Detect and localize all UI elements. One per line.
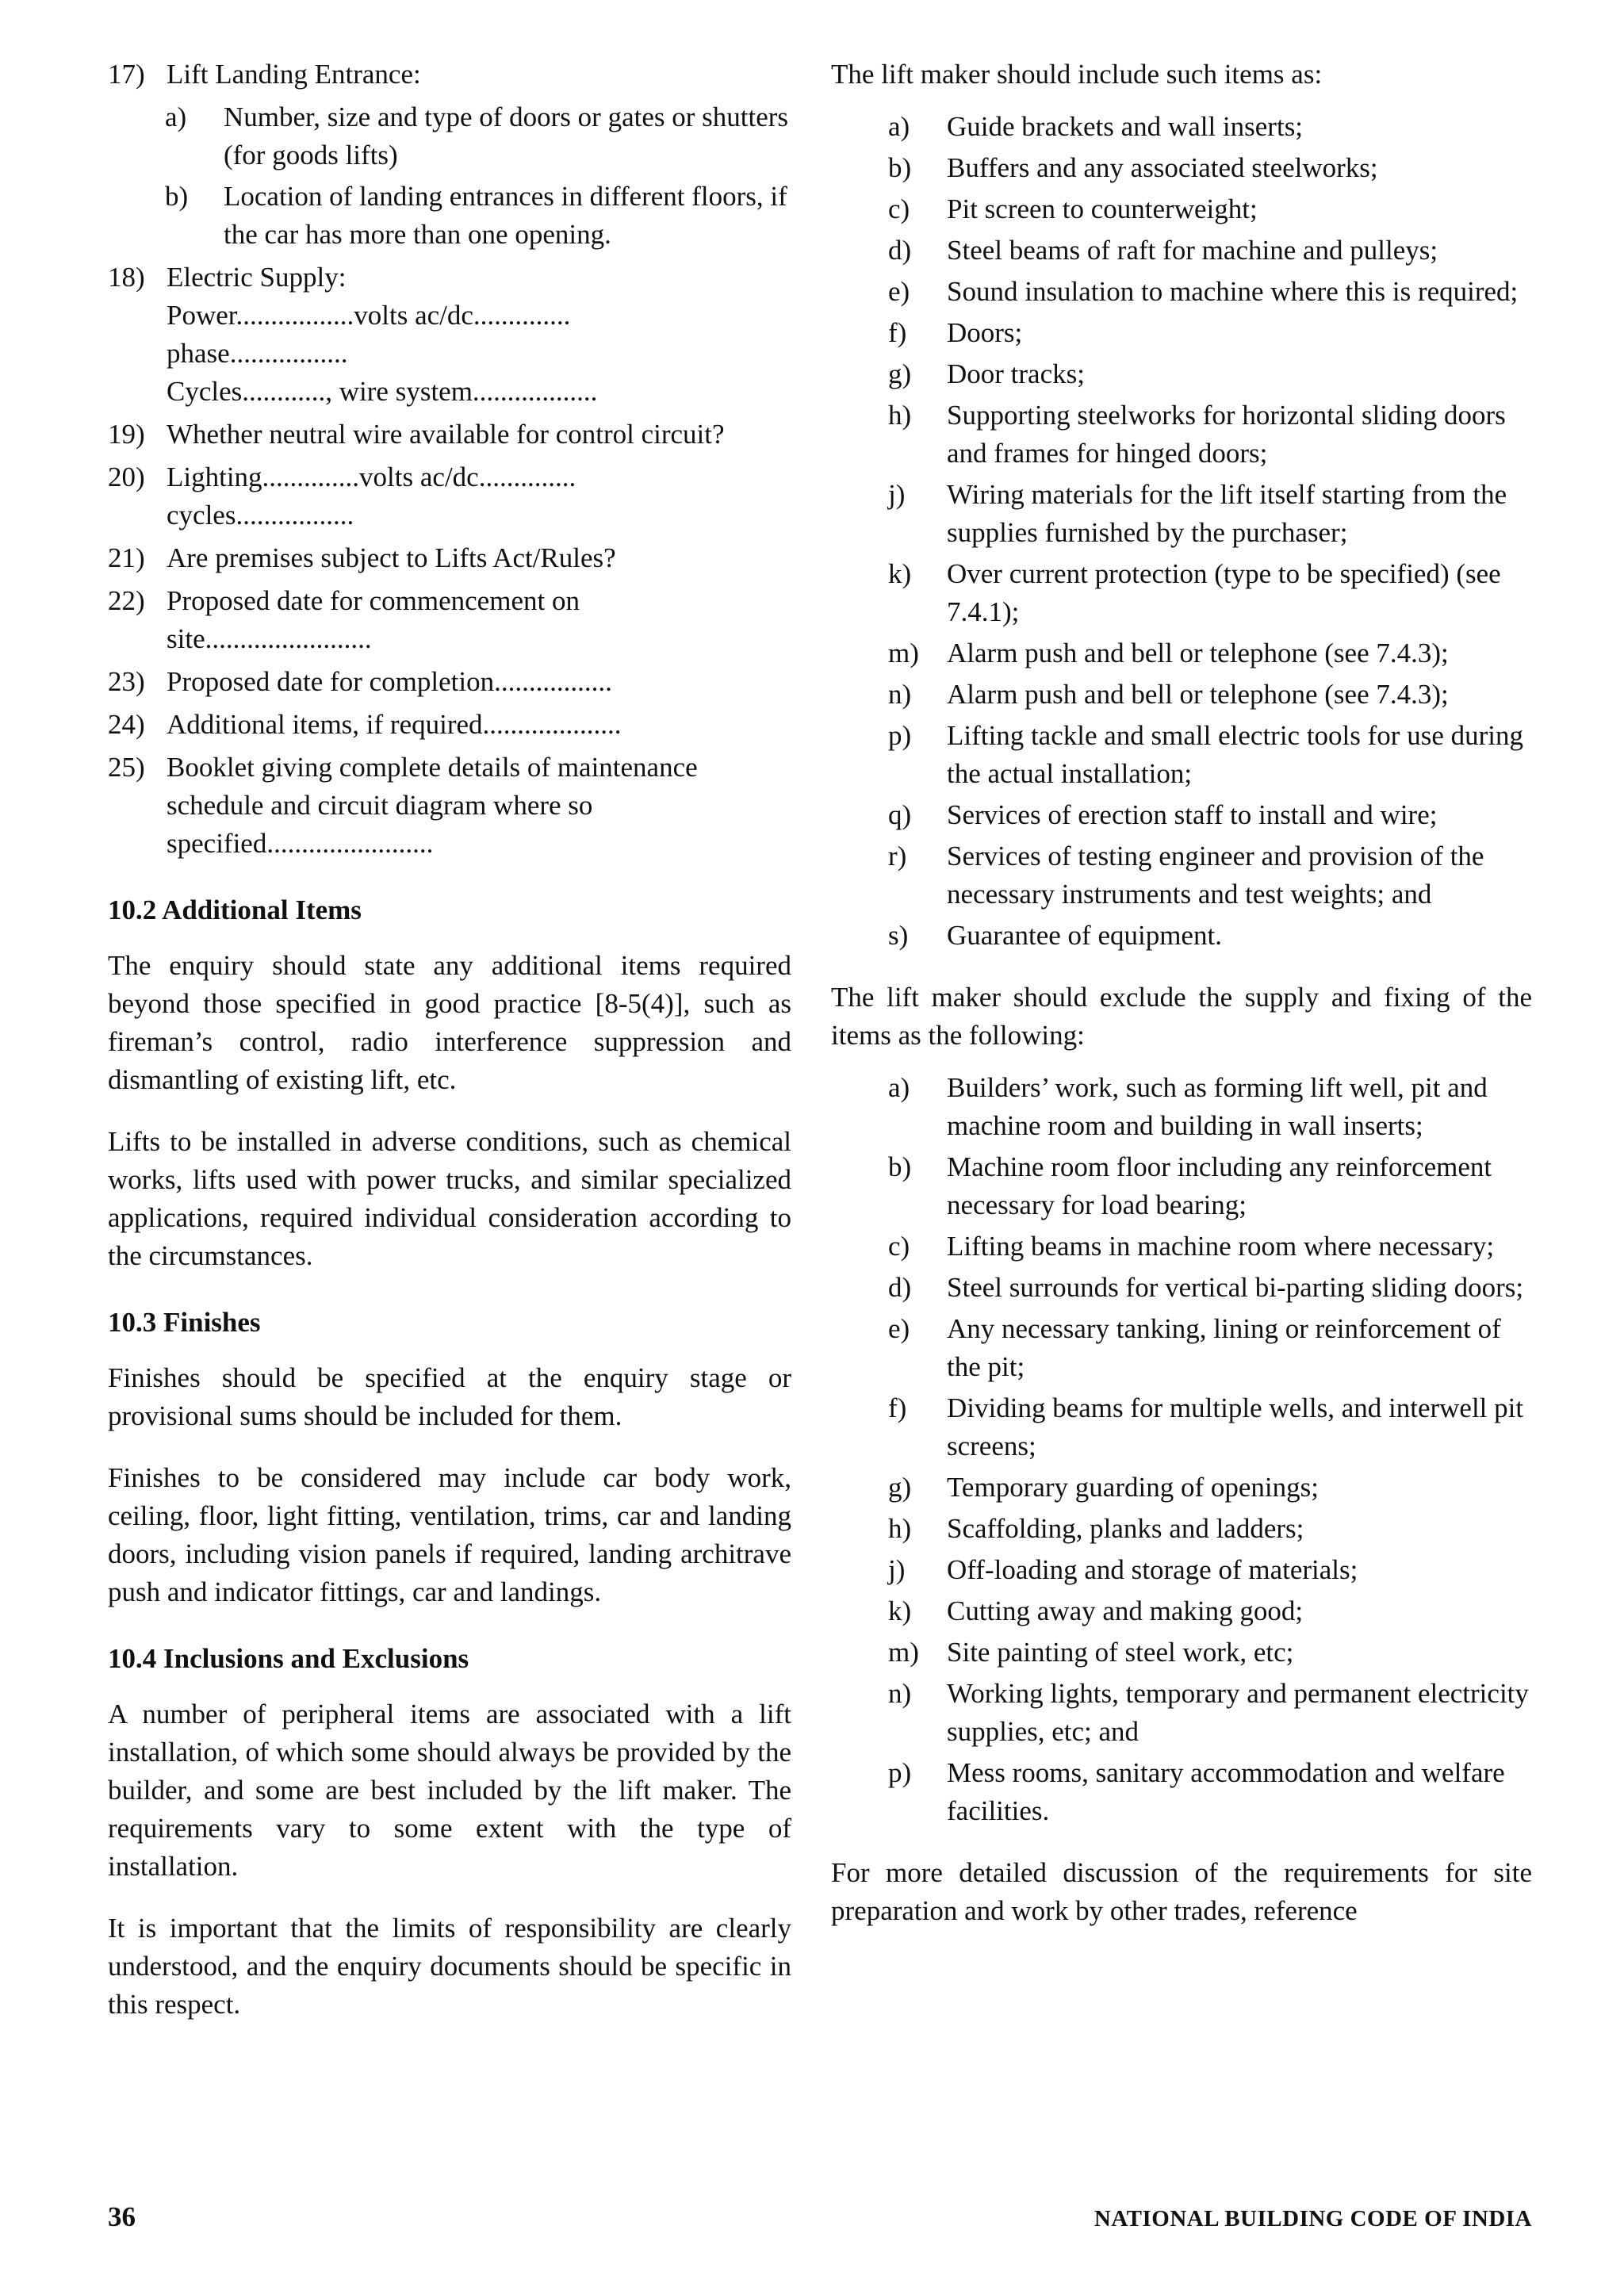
item-mark: e) bbox=[888, 276, 910, 307]
item-text: Working lights, temporary and permanent electricity supplies, etc; and bbox=[947, 1678, 1529, 1747]
item-text: Temporary guarding of openings; bbox=[947, 1472, 1319, 1503]
exclude-item bbox=[888, 1310, 1532, 1386]
paragraph: Finishes to be considered may include car body work, ceiling, floor, light fitting, ventilation, trims, car and landing doors, including vision panels if required, landing architrave push and indicator fittings, car and landings. bbox=[108, 1462, 791, 1607]
include-item bbox=[888, 796, 1532, 834]
item-mark: c) bbox=[888, 1231, 910, 1262]
exclude-item bbox=[888, 1754, 1532, 1830]
item-text: Steel surrounds for vertical bi-parting sliding doors; bbox=[947, 1272, 1524, 1303]
item-text: Site painting of steel work, etc; bbox=[947, 1637, 1294, 1668]
item-number: 17) bbox=[108, 59, 145, 90]
sub-item bbox=[165, 98, 791, 174]
item-mark: s) bbox=[888, 920, 909, 951]
include-item bbox=[888, 676, 1532, 714]
item-text: Cutting away and making good; bbox=[947, 1595, 1304, 1626]
include-item bbox=[888, 717, 1532, 793]
item-text: Lighting..............volts ac/dc.............. bbox=[167, 462, 576, 492]
item-number: 23) bbox=[108, 666, 145, 697]
item-mark: b) bbox=[888, 1151, 912, 1182]
item-text: Booklet giving complete details of maintenance schedule and circuit diagram where so specified........................ bbox=[167, 752, 698, 859]
sub-item-text: Location of landing entrances in different floors, if the car has more than one opening. bbox=[224, 181, 787, 250]
item-text: Off-loading and storage of materials; bbox=[947, 1554, 1358, 1585]
item-number: 21) bbox=[108, 542, 145, 573]
item-mark: j) bbox=[888, 1554, 906, 1585]
include-item bbox=[888, 396, 1532, 473]
item-text: Proposed date for completion................. bbox=[167, 666, 612, 697]
exclude-item bbox=[888, 1675, 1532, 1751]
item-text: Guide brackets and wall inserts; bbox=[947, 111, 1304, 142]
exclude-list bbox=[831, 1069, 1532, 1830]
exclude-item bbox=[888, 1469, 1532, 1507]
exclude-item bbox=[888, 1592, 1532, 1630]
item-mark: f) bbox=[888, 1392, 907, 1423]
list-item bbox=[108, 749, 791, 863]
item-mark: p) bbox=[888, 1757, 912, 1788]
include-item bbox=[888, 314, 1532, 352]
include-list bbox=[831, 108, 1532, 955]
publication-title: NATIONAL BUILDING CODE OF INDIA bbox=[1094, 2206, 1532, 2231]
item-text: Dividing beams for multiple wells, and interwell pit screens; bbox=[947, 1392, 1524, 1461]
include-item bbox=[888, 355, 1532, 393]
include-item bbox=[888, 634, 1532, 672]
item-text: Steel beams of raft for machine and pulleys; bbox=[947, 235, 1438, 266]
list-item bbox=[108, 663, 791, 701]
item-text: Builders’ work, such as forming lift well, pit and machine room and building in wall inserts; bbox=[947, 1072, 1488, 1141]
item-line: Cycles............, wire system.................. bbox=[167, 376, 598, 407]
exclude-item bbox=[888, 1634, 1532, 1672]
sub-item-text: Number, size and type of doors or gates or shutters (for goods lifts) bbox=[224, 102, 789, 170]
item-text: Pit screen to counterweight; bbox=[947, 193, 1258, 224]
page-number: 36 bbox=[108, 2201, 136, 2232]
item-number: 19) bbox=[108, 419, 145, 450]
list-item bbox=[108, 539, 791, 577]
list-item bbox=[108, 56, 791, 94]
item-text: Additional items, if required.................... bbox=[167, 709, 622, 740]
item-text: Guarantee of equipment. bbox=[947, 920, 1222, 951]
include-item bbox=[888, 555, 1532, 631]
item-line: Power.................volts ac/dc.............. bbox=[167, 300, 571, 331]
item-mark: e) bbox=[888, 1313, 910, 1344]
item-mark: n) bbox=[888, 679, 912, 710]
item-text: Sound insulation to machine where this is required; bbox=[947, 276, 1519, 307]
item-mark: m) bbox=[888, 1637, 919, 1668]
item-body bbox=[167, 458, 791, 534]
list-item bbox=[108, 706, 791, 744]
include-item bbox=[888, 149, 1532, 187]
list-item bbox=[108, 416, 791, 454]
item-text: Alarm push and bell or telephone (see 7.4.3); bbox=[947, 638, 1449, 668]
sub-item-mark: a) bbox=[165, 102, 187, 132]
item-text: Electric Supply: bbox=[167, 262, 347, 293]
section-heading: 10.4 Inclusions and Exclusions bbox=[108, 1643, 469, 1674]
item-body bbox=[167, 259, 791, 411]
item-text: Any necessary tanking, lining or reinforcement of the pit; bbox=[947, 1313, 1501, 1382]
item-text: Supporting steelworks for horizontal sliding doors and frames for hinged doors; bbox=[947, 400, 1506, 469]
include-item bbox=[888, 476, 1532, 552]
item-mark: g) bbox=[888, 358, 912, 389]
item-line: phase................. bbox=[167, 338, 348, 369]
item-text: Buffers and any associated steelworks; bbox=[947, 152, 1378, 183]
include-item bbox=[888, 190, 1532, 228]
item-text: Are premises subject to Lifts Act/Rules? bbox=[167, 542, 616, 573]
include-item bbox=[888, 108, 1532, 146]
item-mark: c) bbox=[888, 193, 910, 224]
list-item bbox=[108, 582, 791, 658]
item-mark: a) bbox=[888, 111, 910, 142]
item-text: Doors; bbox=[947, 317, 1023, 348]
item-text: Lifting beams in machine room where necessary; bbox=[947, 1231, 1495, 1262]
item-text: Services of erection staff to install and wire; bbox=[947, 799, 1438, 830]
item-text: Over current protection (type to be specified) (see 7.4.1); bbox=[947, 558, 1501, 627]
item-line: cycles................. bbox=[167, 500, 354, 530]
exclude-item bbox=[888, 1228, 1532, 1266]
list-item bbox=[108, 458, 791, 534]
paragraph: It is important that the limits of responsibility are clearly understood, and the enquiry documents should be specific in this respect. bbox=[108, 1913, 791, 2020]
paragraph: A number of peripheral items are associated with a lift installation, of which some should always be provided by the builder, and some are best included by the lift maker. The requirements vary to some extent with the type of installation. bbox=[108, 1699, 791, 1882]
item-mark: m) bbox=[888, 638, 919, 668]
item-mark: a) bbox=[888, 1072, 910, 1103]
item-number: 22) bbox=[108, 585, 145, 616]
item-mark: k) bbox=[888, 1595, 912, 1626]
item-number: 18) bbox=[108, 262, 145, 293]
item-text: Whether neutral wire available for control circuit? bbox=[167, 419, 725, 450]
item-text: Scaffolding, planks and ladders; bbox=[947, 1513, 1304, 1544]
list-item bbox=[108, 259, 791, 411]
left-column bbox=[108, 56, 791, 2047]
item-text: Proposed date for commencement on site........................ bbox=[167, 585, 580, 654]
item-mark: f) bbox=[888, 317, 907, 348]
item-mark: b) bbox=[888, 152, 912, 183]
section-heading: 10.2 Additional Items bbox=[108, 894, 362, 925]
exclude-item bbox=[888, 1389, 1532, 1465]
include-item bbox=[888, 232, 1532, 270]
item-text: Lifting tackle and small electric tools for use during the actual installation; bbox=[947, 720, 1524, 789]
sub-item-mark: b) bbox=[165, 181, 189, 212]
item-mark: r) bbox=[888, 841, 907, 871]
item-mark: h) bbox=[888, 400, 912, 431]
item-text: Alarm push and bell or telephone (see 7.4.3); bbox=[947, 679, 1449, 710]
paragraph: The enquiry should state any additional items required beyond those specified in good practice [8-5(4)], such as fireman’s control, radio interference suppression and dismantling of existing lift, etc. bbox=[108, 950, 791, 1095]
include-item bbox=[888, 273, 1532, 311]
item-number: 24) bbox=[108, 709, 145, 740]
item-text: Mess rooms, sanitary accommodation and welfare facilities. bbox=[947, 1757, 1505, 1826]
exclude-item bbox=[888, 1551, 1532, 1589]
exclude-item bbox=[888, 1069, 1532, 1145]
item-text: Door tracks; bbox=[947, 358, 1085, 389]
item-mark: q) bbox=[888, 799, 912, 830]
item-mark: d) bbox=[888, 235, 912, 266]
item-text: Services of testing engineer and provision of the necessary instruments and test weights; and bbox=[947, 841, 1484, 910]
item-mark: g) bbox=[888, 1472, 912, 1503]
closing-paragraph: For more detailed discussion of the requirements for site preparation and work by other trades, reference bbox=[831, 1857, 1532, 1926]
item-text: Machine room floor including any reinforcement necessary for load bearing; bbox=[947, 1151, 1492, 1220]
sub-item bbox=[165, 178, 791, 254]
item-mark: p) bbox=[888, 720, 912, 751]
item-mark: d) bbox=[888, 1272, 912, 1303]
exclude-intro: The lift maker should exclude the supply and fixing of the items as the following: bbox=[831, 982, 1532, 1051]
exclude-item bbox=[888, 1148, 1532, 1224]
item-number: 20) bbox=[108, 462, 145, 492]
section-heading: 10.3 Finishes bbox=[108, 1307, 261, 1338]
include-item bbox=[888, 837, 1532, 914]
right-column bbox=[831, 56, 1532, 1954]
item-mark: j) bbox=[888, 479, 906, 510]
paragraph: Finishes should be specified at the enquiry stage or provisional sums should be included for them. bbox=[108, 1362, 791, 1431]
include-item bbox=[888, 917, 1532, 955]
item-text: Lift Landing Entrance: bbox=[167, 59, 421, 90]
exclude-item bbox=[888, 1510, 1532, 1548]
item-number: 25) bbox=[108, 752, 145, 783]
item-text: Wiring materials for the lift itself starting from the supplies furnished by the purchaser; bbox=[947, 479, 1507, 548]
item-mark: k) bbox=[888, 558, 912, 589]
item-mark: h) bbox=[888, 1513, 912, 1544]
item-mark: n) bbox=[888, 1678, 912, 1709]
exclude-item bbox=[888, 1269, 1532, 1307]
sub-list bbox=[108, 98, 791, 254]
include-intro: The lift maker should include such items as: bbox=[831, 59, 1323, 90]
paragraph: Lifts to be installed in adverse conditions, such as chemical works, lifts used with power trucks, and similar specialized applications, required individual consideration according to the circumstances. bbox=[108, 1126, 791, 1271]
